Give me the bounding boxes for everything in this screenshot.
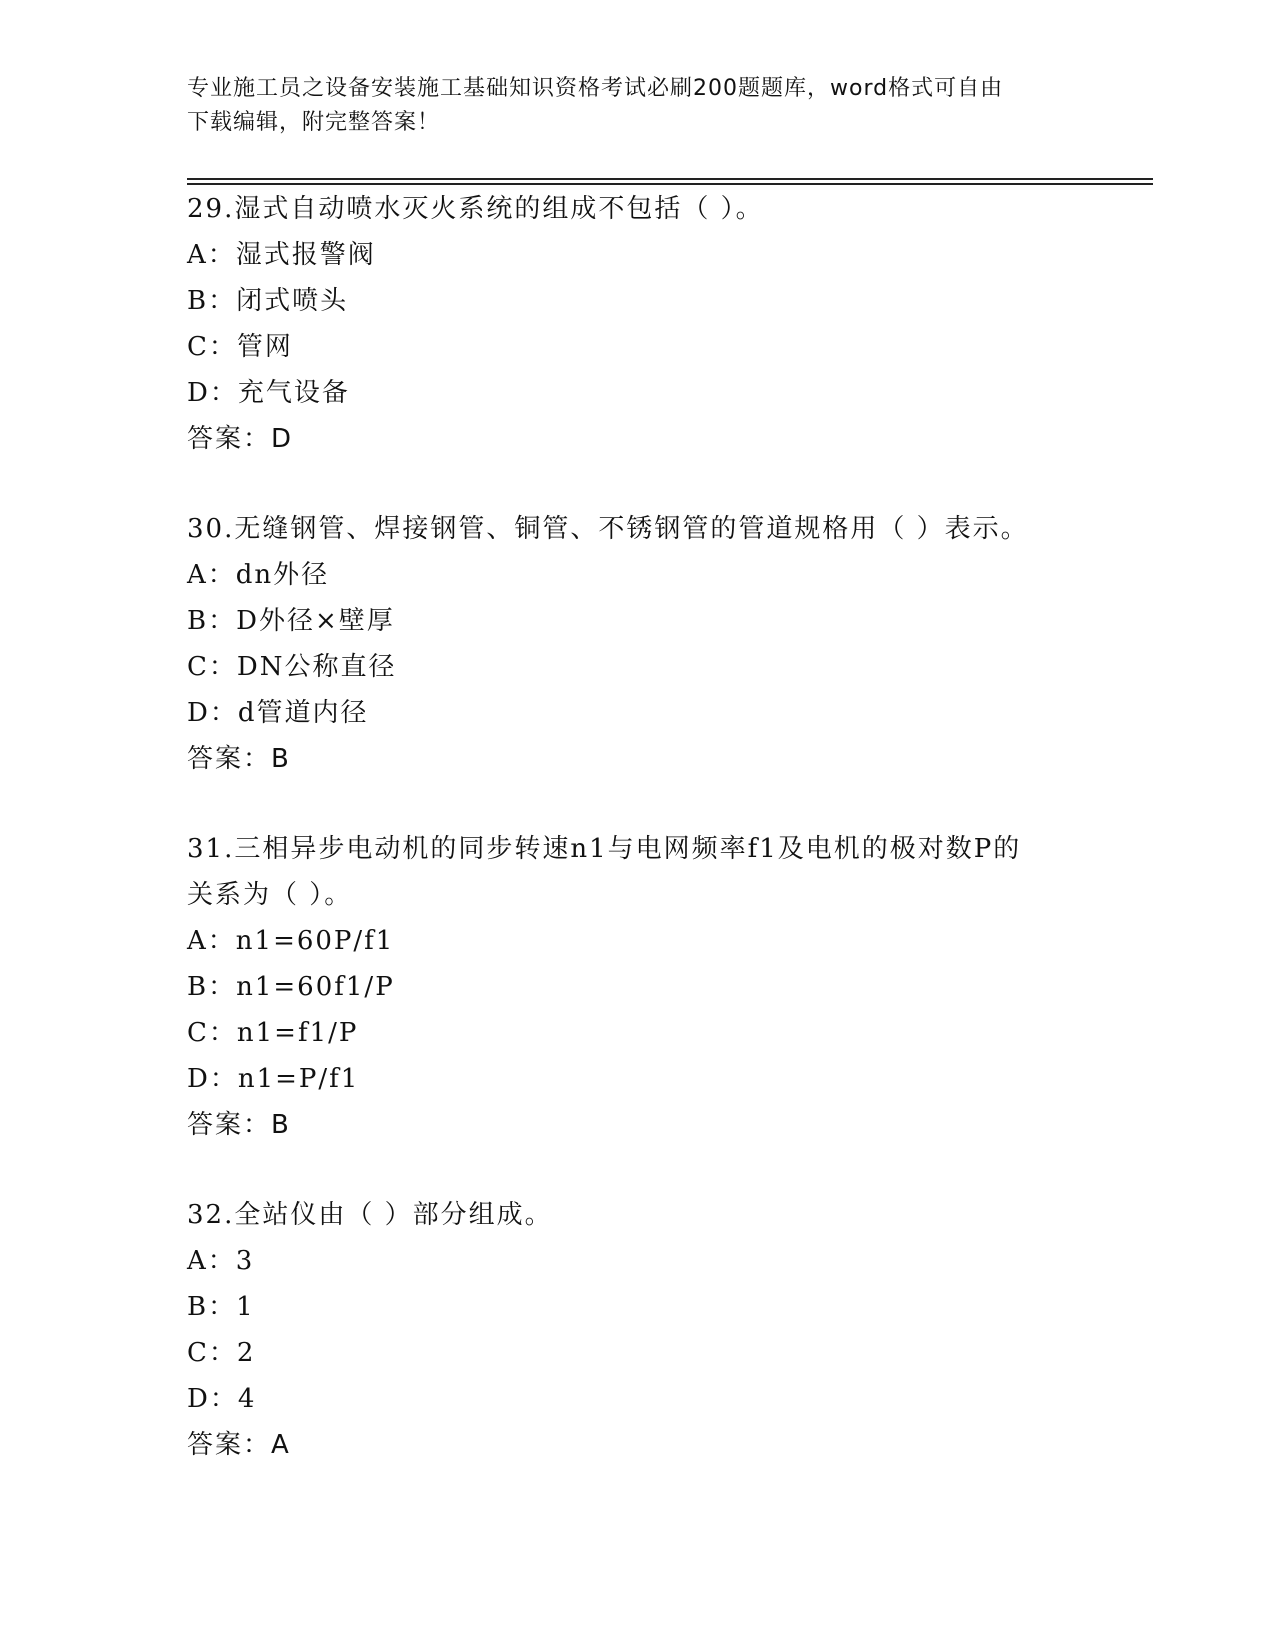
option-d: D：充气设备: [187, 378, 350, 408]
option-c: C：2: [187, 1338, 256, 1368]
answer: 答案：A: [187, 1430, 291, 1460]
option-d: D：4: [187, 1384, 257, 1414]
answer: 答案：B: [187, 1110, 291, 1140]
option-d: D：d管道内径: [187, 698, 369, 728]
question-stem: 32.全站仪由（ ）部分组成。: [187, 1200, 553, 1230]
header-divider-top: [187, 178, 1153, 180]
header-line-1: 专业施工员之设备安装施工基础知识资格考试必刷200题题库，word格式可自由: [187, 76, 1004, 101]
option-a: A：湿式报警阀: [187, 240, 376, 270]
question-stem-line-2: 关系为（ ）。: [187, 880, 353, 910]
option-c: C：管网: [187, 332, 293, 362]
question-31: [187, 826, 1087, 1148]
option-a: A：3: [187, 1246, 255, 1276]
option-b: B：n1=60f1/P: [187, 972, 395, 1002]
question-stem-line-1: 31.三相异步电动机的同步转速n1与电网频率f1及电机的极对数P的: [187, 834, 1022, 864]
header-divider-bottom: [187, 183, 1153, 185]
option-a: A：n1=60P/f1: [187, 926, 395, 956]
answer: 答案：D: [187, 424, 294, 454]
question-stem: 30.无缝钢管、焊接钢管、铜管、不锈钢管的管道规格用（ ）表示。: [187, 514, 1029, 544]
option-b: B：闭式喷头: [187, 286, 349, 316]
option-a: A：dn外径: [187, 560, 330, 590]
option-b: B：D外径×壁厚: [187, 606, 395, 636]
option-b: B：1: [187, 1292, 255, 1322]
header-line-2: 下载编辑，附完整答案！: [187, 110, 441, 135]
question-30: [187, 506, 1087, 782]
option-c: C：DN公称直径: [187, 652, 397, 682]
answer: 答案：B: [187, 744, 291, 774]
document-header: [187, 72, 1067, 140]
question-29: [187, 186, 1087, 462]
question-stem: 29.湿式自动喷水灭火系统的组成不包括（ ）。: [187, 194, 764, 224]
option-c: C：n1=f1/P: [187, 1018, 359, 1048]
question-32: [187, 1192, 1087, 1468]
option-d: D：n1=P/f1: [187, 1064, 360, 1094]
